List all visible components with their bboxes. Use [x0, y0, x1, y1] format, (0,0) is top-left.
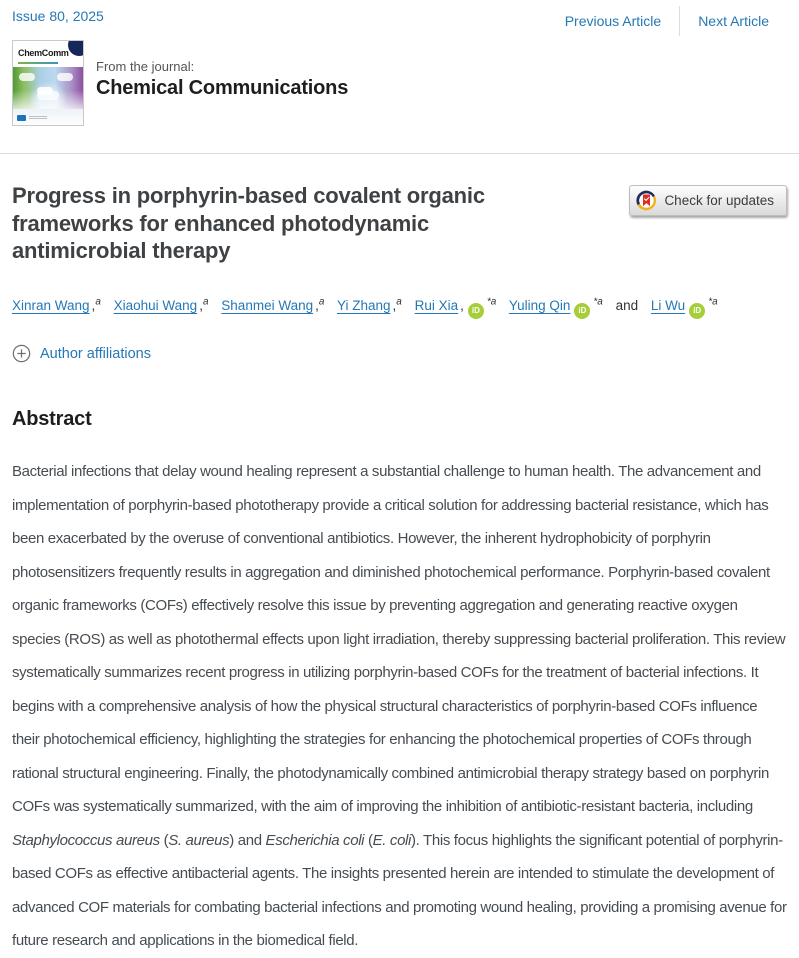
article-title: Progress in porphyrin-based covalent organic frameworks for enhanced photodynamic antimicrobial therapy: [12, 183, 485, 263]
author: [337, 298, 402, 313]
article-navigation: [547, 6, 787, 36]
author: [651, 298, 718, 313]
and-connector: and: [615, 298, 639, 313]
check-for-updates-label: Check for updates: [664, 193, 774, 208]
affiliation-superscript: a: [95, 296, 101, 308]
author-link[interactable]: Shanmei Wang: [221, 298, 314, 313]
cover-journal-title: ChemComm: [18, 48, 69, 58]
author-link[interactable]: Xinran Wang: [12, 298, 90, 313]
author: [509, 298, 603, 313]
orcid-icon[interactable]: iD: [468, 303, 484, 319]
author-link[interactable]: Yi Zhang: [336, 298, 391, 313]
author-separator: ,: [392, 298, 397, 313]
top-bar: [0, 0, 799, 36]
author-link[interactable]: Rui Xia: [414, 298, 459, 313]
affiliation-superscript: *a: [486, 296, 497, 308]
author-link[interactable]: Li Wu: [650, 298, 686, 313]
author: [12, 298, 101, 313]
author-separator: ,: [460, 298, 464, 313]
previous-article-link[interactable]: Previous Article: [564, 13, 662, 29]
cover-decorative-line: [18, 62, 58, 64]
crossmark-icon: [636, 190, 657, 211]
journal-cover-thumbnail[interactable]: [12, 40, 84, 126]
from-journal-label: From the journal:: [96, 59, 195, 74]
author-list: [0, 265, 799, 320]
author-separator: ,: [315, 298, 319, 313]
abstract-text: Bacterial infections that delay wound healing represent a substantial challenge to human health. The advancement and implementation of porphyrin-based phototherapy provide a critical solution for addressing bacterial resistance, which has been exacerbated by the overuse of conventional antibiotics. However, the inherent hydrophobicity of porphyrin photosensitizers frequently results in aggregation and diminished photochemical performance. Porphyrin-based covalent organic frameworks (COFs) effectively resolve this issue by preventing aggregation and generating reactive oxygen species (ROS) as well as photothermal effects upon light irradiation, thereby suppressing bacterial proliferation. This review systematically summarizes recent progress in utilizing porphyrin-based COFs for the treatment of bacterial infections. It begins with a comprehensive analysis of how the physical structural characteristics of porphyrin-based COFs influence their photochemical efficiency, highlighting the strategies for enhancing the photochemical properties of COFs through rational structural engineering. Finally, the photodynamically combined antimicrobial therapy strategy based on porphyrin COFs was systematically summarized, with the aim of improving the inhibition of antibiotic-resistant bacteria, including Staphylococcus aureus (S. aureus) and Escherichia coli (E. coli). This focus highlights the significant potential of porphyrin-based COFs as effective antibacterial agents. The insights presented herein are intended to stimulate the development of advanced COF materials for combating bacterial infections and promoting wound healing, providing a promising avenue for future research and applications in the biomedical field.: [12, 463, 787, 949]
rsc-logo-icon: [17, 115, 26, 121]
abstract-heading: Abstract: [12, 408, 92, 430]
cover-artwork: [13, 67, 83, 109]
author-link[interactable]: Yuling Qin: [508, 298, 571, 313]
affiliation-superscript: a: [318, 296, 325, 308]
orcid-icon[interactable]: iD: [689, 303, 705, 319]
author-separator: ,: [91, 298, 96, 313]
next-article-link[interactable]: Next Article: [698, 13, 769, 29]
author: [221, 298, 324, 313]
journal-meta: [96, 40, 348, 126]
issue-link[interactable]: Issue 80, 2025: [12, 8, 104, 24]
affiliation-superscript: *a: [708, 296, 718, 308]
circle-plus-icon: [12, 344, 31, 363]
orcid-icon[interactable]: iD: [574, 303, 590, 319]
check-for-updates-button[interactable]: [629, 185, 787, 216]
author-affiliations-toggle[interactable]: [0, 319, 163, 363]
journal-strip: [12, 40, 787, 126]
author-separator: ,: [199, 298, 203, 313]
journal-name: Chemical Communications: [96, 77, 349, 99]
author: [114, 298, 209, 313]
article-header: [0, 154, 799, 265]
rsc-logo-text-lines: [29, 116, 47, 120]
affiliation-superscript: a: [202, 296, 209, 308]
author: [415, 298, 497, 313]
cover-badge-icon: [68, 40, 84, 56]
author-affiliations-label: Author affiliations: [40, 345, 151, 362]
author-link[interactable]: Xiaohui Wang: [113, 298, 198, 313]
affiliation-superscript: a: [396, 296, 402, 308]
affiliation-superscript: *a: [593, 296, 603, 308]
